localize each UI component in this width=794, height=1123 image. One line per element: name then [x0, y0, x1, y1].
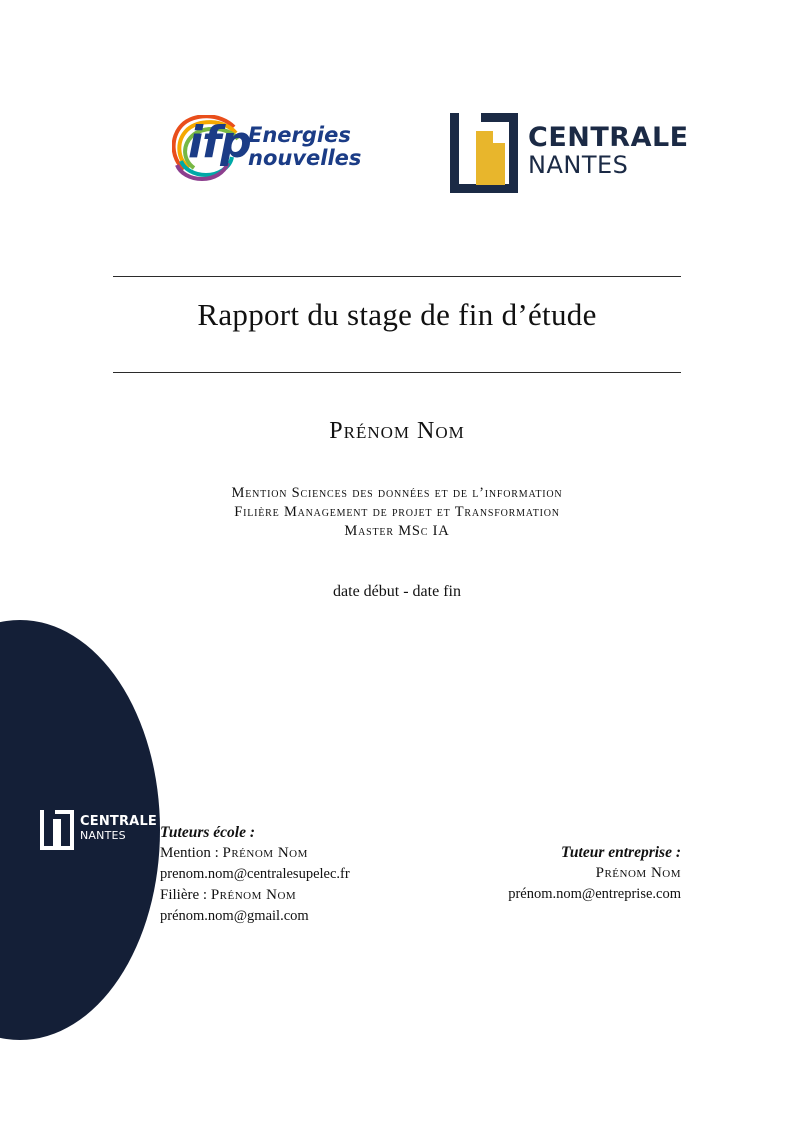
- ifp-tagline-line1: Energies: [248, 123, 351, 147]
- centrale-nantes-footer-line2: NANTES: [80, 829, 126, 842]
- school-mention-email: prenom.nom@centralesupelec.fr: [160, 866, 350, 882]
- company-supervisor-heading: Tuteur entreprise :: [561, 844, 681, 861]
- company-supervisor-email: prénom.nom@entreprise.com: [508, 886, 681, 902]
- ifp-tagline-line2: nouvelles: [248, 146, 362, 170]
- school-filiere-label: Filière :: [160, 887, 208, 903]
- centrale-nantes-footer-line1: CENTRALE: [80, 814, 158, 829]
- school-mention-name: Prénom Nom: [222, 845, 308, 861]
- program-line-mention: Mention Sciences des données et de l’information: [231, 485, 563, 501]
- company-supervisor-name: Prénom Nom: [595, 865, 681, 881]
- centrale-nantes-footer-logo: [40, 808, 170, 854]
- program-line-filiere: Filière Management de projet et Transformation: [234, 504, 560, 520]
- centrale-nantes-line2: NANTES: [528, 151, 629, 179]
- internship-dates: date début - date fin: [333, 583, 461, 600]
- logo-row: [0, 105, 794, 205]
- school-filiere-line: [160, 885, 420, 906]
- school-mention-line: [160, 843, 420, 864]
- school-supervisors-block: [160, 822, 420, 927]
- company-supervisor-block: [410, 842, 681, 905]
- centrale-nantes-line1: CENTRALE: [528, 122, 689, 153]
- program-block: [113, 484, 681, 541]
- centrale-nantes-mark-icon: [450, 113, 518, 193]
- author-name: Prénom Nom: [329, 418, 465, 444]
- school-mention-label: Mention :: [160, 845, 219, 861]
- program-line-master: Master MSc IA: [344, 523, 450, 539]
- title-rule-top: [113, 276, 681, 277]
- page-title: Rapport du stage de fin d’étude: [197, 297, 597, 332]
- school-filiere-email: prénom.nom@gmail.com: [160, 908, 309, 924]
- school-supervisors-heading: Tuteurs école :: [160, 824, 255, 841]
- centrale-nantes-logo: [450, 105, 689, 201]
- centrale-nantes-footer-mark-icon: [40, 810, 74, 850]
- title-rule-bottom: [113, 372, 681, 373]
- ifp-wordmark: ifp: [188, 117, 251, 168]
- school-filiere-name: Prénom Nom: [210, 887, 297, 903]
- ifp-energies-nouvelles-logo: [172, 113, 362, 185]
